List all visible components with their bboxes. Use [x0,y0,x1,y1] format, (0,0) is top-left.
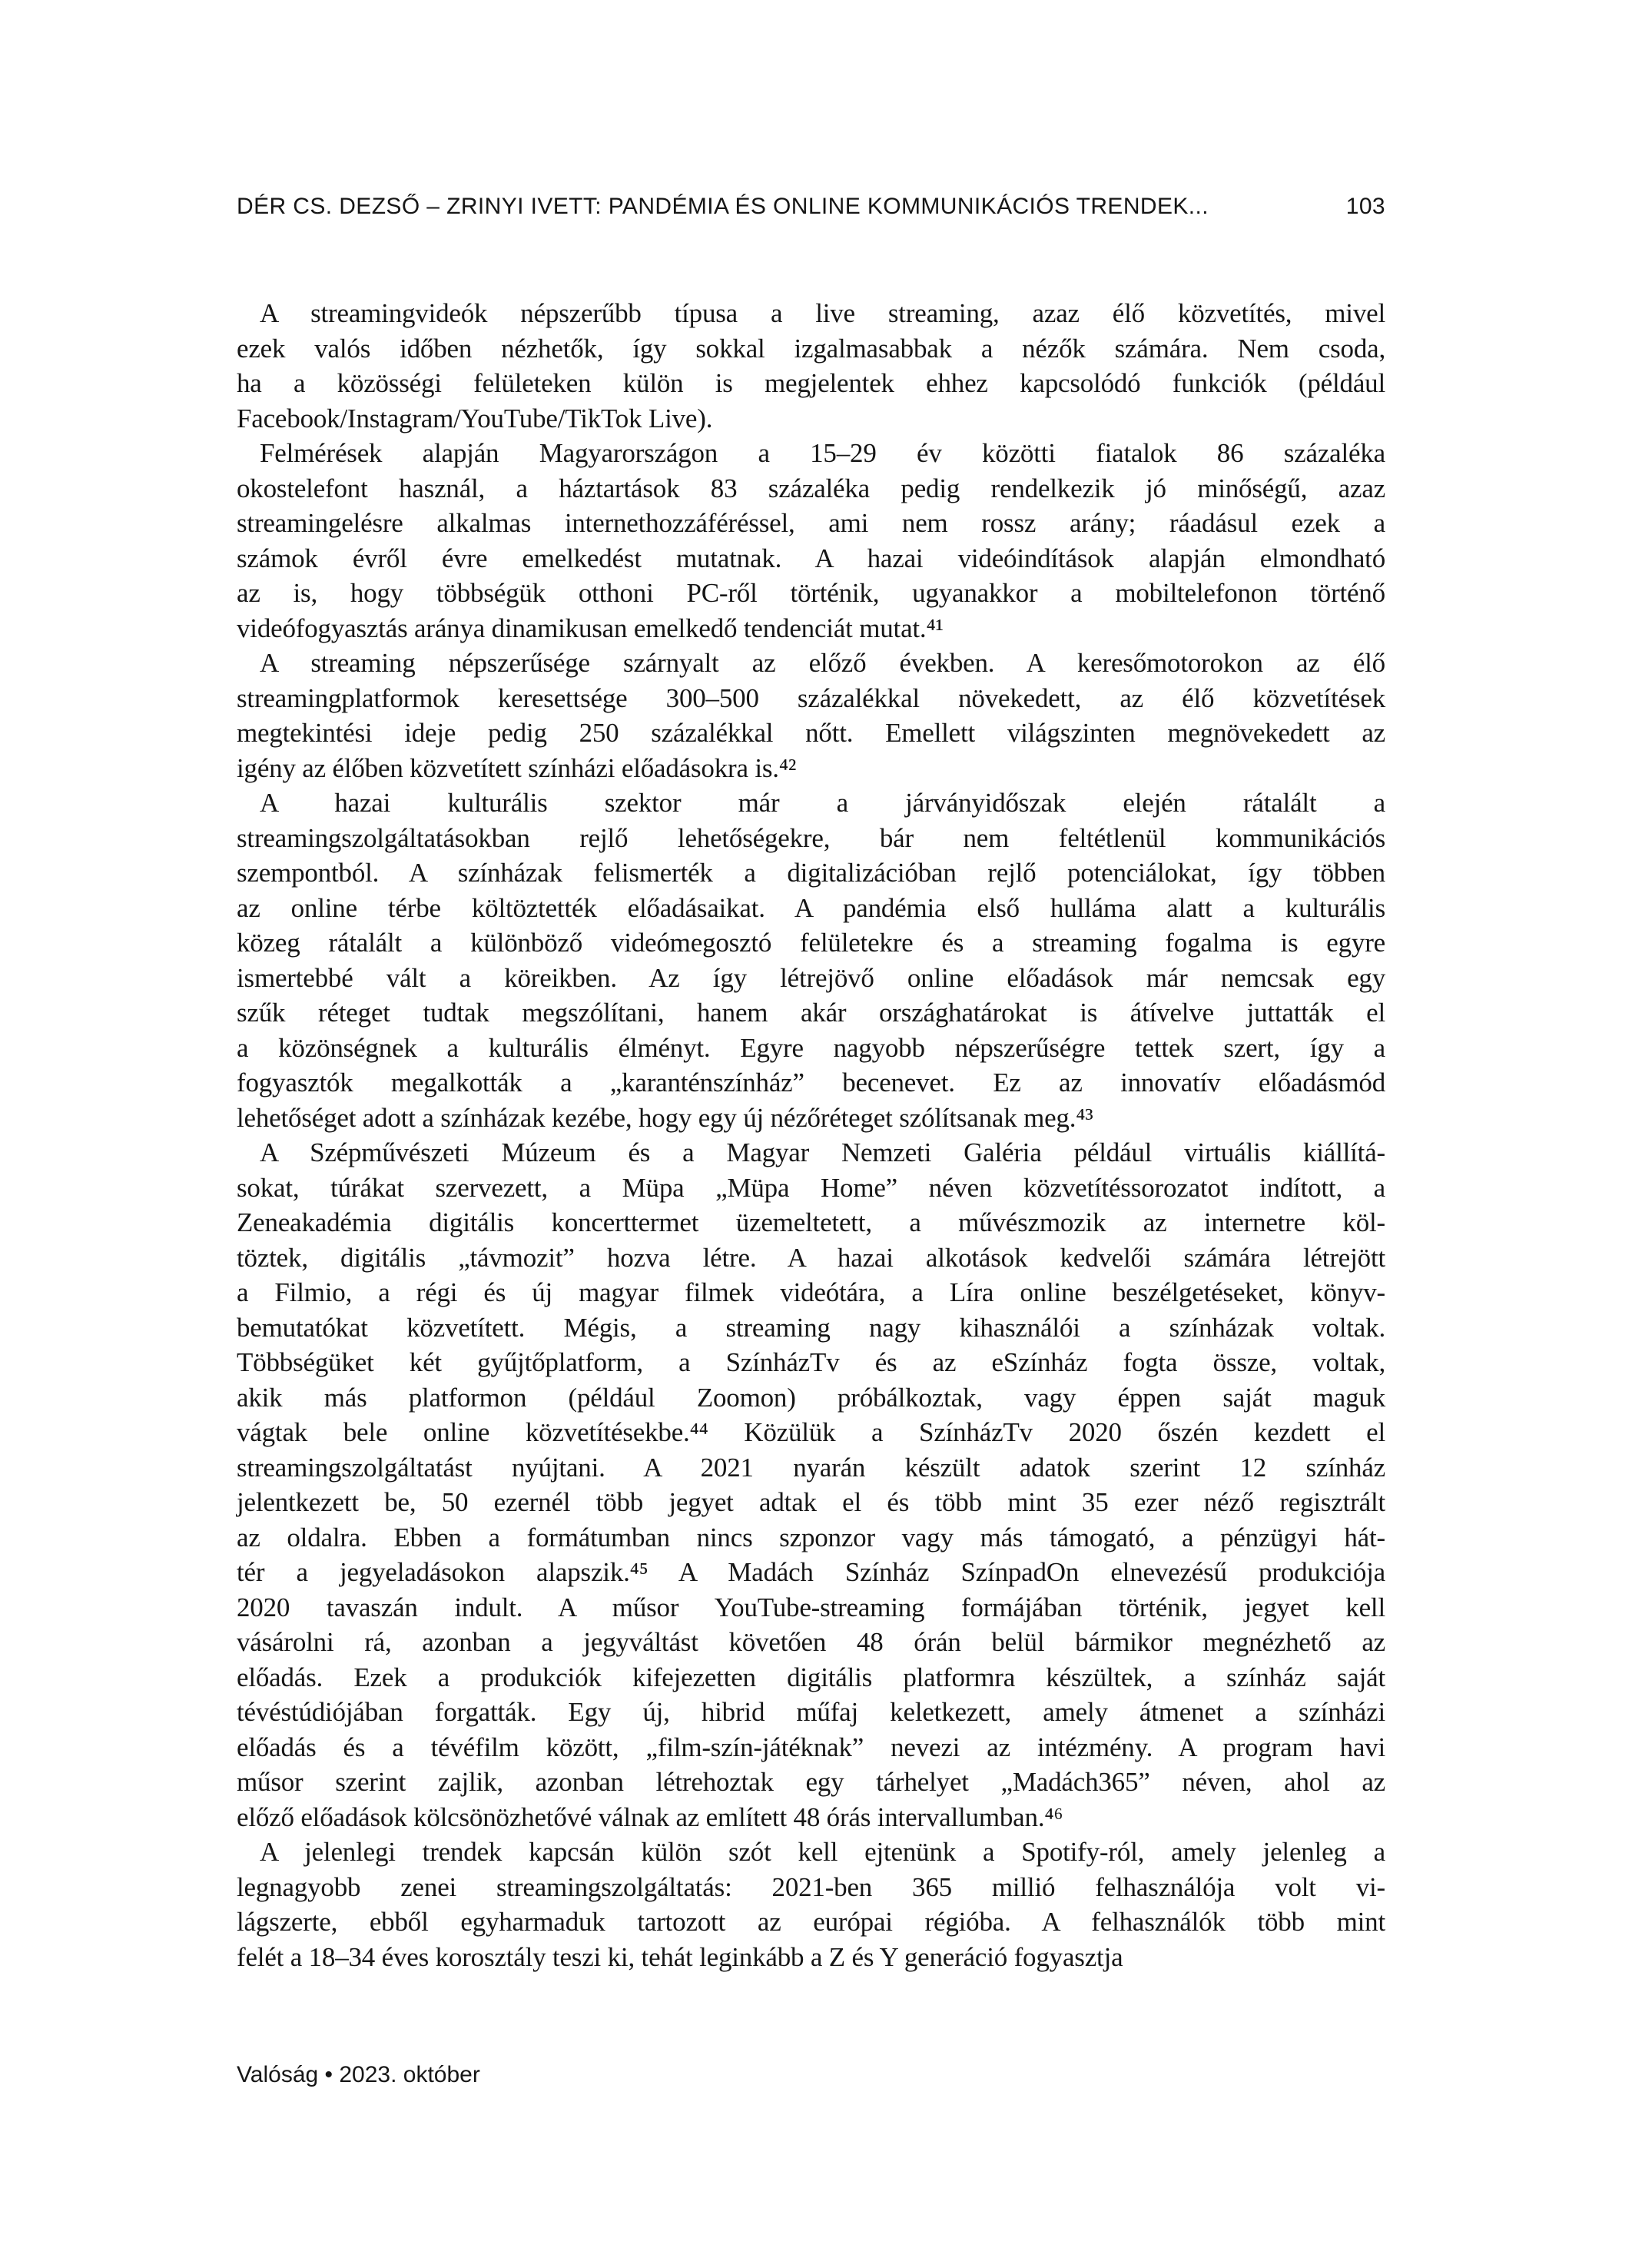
running-title: DÉR CS. DEZSŐ – ZRINYI IVETT: PANDÉMIA ÉS ONLINE KOMMUNIKÁCIÓS TRENDEK... [237,194,1209,219]
journal-issue-label: Valóság • 2023. október [237,2062,480,2087]
text-line: legnagyobb zenei streamingszolgáltatás: 2021-ben 365 millió felhasználója volt vi- [237,1871,1385,1902]
text-line: ismertebbé vált a köreikben. Az így létrejövő online előadások már nemcsak egy [237,962,1385,993]
text-line: Facebook/Instagram/YouTube/TikTok Live). [237,403,713,433]
text-line: az online térbe költöztették előadásaikat. A pandémia első hulláma alatt a kulturális [237,892,1385,923]
text-line: sokat, túrákat szervezett, a Müpa „Müpa Home” néven közvetítéssorozatot indított, a [237,1172,1385,1203]
text-line: okostelefont használ, a háztartások 83 százaléka pedig rendelkezik jó minőségű, azaz [237,473,1385,503]
text-line: 2020 tavaszán indult. A műsor YouTube-streaming formájában történik, jegyet kell [237,1592,1385,1622]
text-line: vásárolni rá, azonban a jegyváltást követően 48 órán belül bármikor megnézhető az [237,1627,1385,1657]
text-line: a közönségnek a kulturális élményt. Egyre nagyobb népszerűségre tettek szert, így a [237,1032,1385,1063]
text-line: A streamingvideók népszerűbb típusa a live streaming, azaz élő közvetítés, mivel [260,298,1385,328]
text-line: az is, hogy többségük otthoni PC-ről történik, ugyanakkor a mobiltelefonon történő [237,578,1385,608]
text-line: streamingszolgáltatást nyújtani. A 2021 nyarán készült adatok szerint 12 színház [237,1452,1385,1483]
text-line: Zeneakadémia digitális koncerttermet üzemeltetett, a művészmozik az internetre köl- [237,1207,1385,1237]
paragraph [237,1835,1385,1974]
text-line: közeg rátalált a különböző videómegosztó felületekre és a streaming fogalma is egyre [237,928,1385,958]
text-line: vágtak bele online közvetítésekbe.⁴⁴ Közülük a SzínházTv 2020 őszén kezdett el [237,1417,1385,1447]
text-line: megtekintési ideje pedig 250 százalékkal nőtt. Emellett világszinten megnövekedett az [237,718,1385,748]
text-line: előadás és a tévéfilm között, „film-szín-játéknak” nevezi az intézmény. A program havi [237,1732,1385,1762]
article-body [237,296,1385,1974]
text-line: akik más platformon (például Zoomon) próbálkoztak, vagy éppen saját maguk [237,1382,1385,1413]
text-line: tér a jegyeladásokon alapszik.⁴⁵ A Madách Színház SzínpadOn elnevezésű produkciója [237,1557,1385,1587]
page-header [237,194,1385,220]
text-line: A hazai kulturális szektor már a járványidőszak elején rátalált a [260,788,1385,818]
page-footer [237,2061,1385,2089]
text-line: előadás. Ezek a produkciók kifejezetten digitális platformra készültek, a színház saját [237,1662,1385,1692]
text-line: ha a közösségi felületeken külön is megjelentek ehhez kapcsolódó funkciók (például [237,368,1385,398]
text-line: műsor szerint zajlik, azonban létrehoztak egy tárhelyet „Madách365” néven, ahol az [237,1767,1385,1797]
text-line: Többségüket két gyűjtőplatform, a SzínházTv és az eSzínház fogta össze, voltak, [237,1347,1385,1377]
text-line: A Szépművészeti Múzeum és a Magyar Nemzeti Galéria például virtuális kiállítá- [260,1137,1385,1167]
paragraph [237,296,1385,436]
text-line: videófogyasztás aránya dinamikusan emelkedő tendenciát mutat.⁴¹ [237,613,944,643]
text-line: tévéstúdiójában forgatták. Egy új, hibrid műfaj keletkezett, amely átmenet a színházi [237,1697,1385,1727]
text-line: szűk réteget tudtak megszólítani, hanem akár országhatárokat is átívelve juttatták el [237,998,1385,1028]
text-line: A jelenlegi trendek kapcsán külön szót kell ejtenünk a Spotify-ról, amely jelenleg a [260,1837,1385,1867]
text-line: igény az élőben közvetített színházi előadásokra is.⁴² [237,752,797,783]
text-line: lágszerte, ebből egyharmaduk tartozott az európai régióba. A felhasználók több mint [237,1907,1385,1937]
text-line: számok évről évre emelkedést mutatnak. A hazai videóindítások alapján elmondható [237,543,1385,573]
text-line: töztek, digitális „távmozit” hozva létre. A hazai alkotások kedvelői számára létrejött [237,1242,1385,1273]
text-line: a Filmio, a régi és új magyar filmek videótára, a Líra online beszélgetéseket, könyv- [237,1277,1385,1307]
text-line: ezek valós időben nézhetők, így sokkal izgalmasabbak a nézők számára. Nem csoda, [237,333,1385,364]
text-line: bemutatókat közvetített. Mégis, a streaming nagy kihasználói a színházak voltak. [237,1312,1385,1343]
text-line: felét a 18–34 éves korosztály teszi ki, tehát leginkább a Z és Y generáció fogyasztja [237,1941,1123,1972]
text-line: az oldalra. Ebben a formátumban nincs szponzor vagy más támogató, a pénzügyi hát- [237,1522,1385,1552]
paragraph [237,785,1385,1135]
paragraph [237,1135,1385,1835]
text-line: streamingelésre alkalmas internethozzáféréssel, ami nem rossz arány; ráadásul ezek a [237,508,1385,538]
text-line: streamingszolgáltatásokban rejlő lehetőségekre, bár nem feltétlenül kommunikációs [237,822,1385,853]
text-line: szempontból. A színházak felismerték a digitalizációban rejlő potenciálokat, így többen [237,858,1385,888]
text-line: A streaming népszerűsége szárnyalt az előző években. A keresőmotorokon az élő [260,648,1385,678]
text-line: fogyasztók megalkották a „karanténszínház” becenevet. Ez az innovatív előadásmód [237,1068,1385,1097]
text-line: előző előadások kölcsönözhetővé válnak az említett 48 órás intervallumban.⁴⁶ [237,1801,1063,1832]
paragraph [237,436,1385,646]
text-line: Felmérések alapján Magyarországon a 15–29 év közötti fiatalok 86 százaléka [260,438,1385,468]
paragraph [237,646,1385,785]
text-line: jelentkezett be, 50 ezernél több jegyet adtak el és több mint 35 ezer néző regisztrált [237,1487,1385,1517]
text-line: streamingplatformok keresettsége 300–500 százalékkal növekedett, az élő közvetítések [237,682,1385,713]
page-number: 103 [1345,194,1385,219]
text-line: lehetőséget adott a színházak kezébe, hogy egy új nézőréteget szólítsanak meg.⁴³ [237,1102,1093,1133]
